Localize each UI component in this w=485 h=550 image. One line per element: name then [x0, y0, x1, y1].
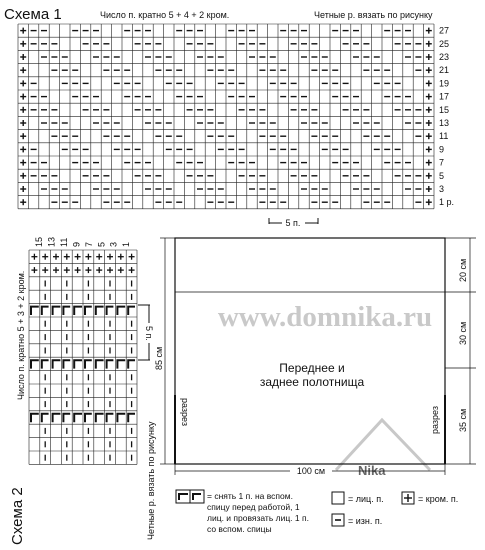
cable-stitch-symbol: [31, 307, 39, 315]
edge-stitch-symbol: [426, 67, 432, 73]
scheme2-col-label: 7: [83, 241, 94, 247]
cable-stitch-symbol: [53, 307, 61, 315]
scheme1-row-labels: [439, 26, 454, 208]
edge-stitch-symbol: [426, 120, 432, 126]
watermark-logo: [336, 420, 430, 478]
legend-knit-symbol: [332, 492, 344, 504]
edge-stitch-symbol: [118, 254, 124, 260]
scheme1-repeat-bracket: [269, 218, 318, 228]
edge-stitch-symbol: [107, 267, 113, 273]
scheme2-col-label: 9: [71, 241, 82, 247]
edge-stitch-symbol: [129, 254, 135, 260]
scheme2-col-label: 5: [96, 241, 107, 247]
edge-stitch-symbol: [31, 267, 37, 273]
scheme1-even-rows-note: Четные р. вязать по рисунку: [314, 10, 433, 20]
edge-stitch-symbol: [20, 80, 26, 86]
edge-stitch-symbol: [426, 186, 432, 192]
edge-stitch-symbol: [31, 254, 37, 260]
edge-stitch-symbol: [42, 254, 48, 260]
scheme1-row-label: 27: [439, 25, 450, 36]
edge-stitch-symbol: [107, 254, 113, 260]
scheme1-title: Схема 1: [4, 6, 62, 23]
cable-stitch-symbol: [96, 307, 104, 315]
scheme2-repeat-bracket: [138, 305, 154, 360]
edge-stitch-symbol: [426, 80, 432, 86]
edge-stitch-symbol: [426, 160, 432, 166]
pattern-piece-label-2: заднее полотнища: [259, 375, 365, 389]
scheme1-row-label: 1 р.: [439, 197, 455, 208]
scheme2-repeat-label: 5 п.: [144, 326, 154, 341]
edge-stitch-symbol: [20, 133, 26, 139]
scheme2-stitch-count: Число п. кратно 5 + 3 + 2 кром.: [16, 270, 26, 400]
edge-stitch-symbol: [85, 267, 91, 273]
scheme2-col-label: 1: [121, 241, 132, 247]
edge-stitch-symbol: [426, 173, 432, 179]
scheme1-row-label: 11: [439, 131, 449, 142]
edge-stitch-symbol: [20, 54, 26, 60]
cable-stitch-symbol: [31, 414, 39, 422]
cable-stitch-symbol: [53, 360, 61, 368]
edge-stitch-symbol: [426, 133, 432, 139]
scheme2-col-label: 11: [59, 237, 70, 247]
edge-stitch-symbol: [426, 107, 432, 113]
scheme1-row-label: 5: [439, 170, 445, 181]
edge-stitch-symbol: [20, 94, 26, 100]
scheme1-row-label: 15: [439, 104, 450, 115]
scheme2-col-label: 13: [46, 236, 57, 247]
edge-stitch-symbol: [20, 67, 26, 73]
cable-stitch-symbol: [53, 414, 61, 422]
legend-knit-text: = лиц. п.: [348, 494, 384, 504]
legend-cable-text: = снять 1 п. на вспом. спицу перед работой, 1 лиц. и провязать лиц. 1 п. со вспом. спицы: [207, 491, 309, 534]
scheme1-row-label: 23: [439, 52, 450, 62]
edge-stitch-symbol: [96, 267, 102, 273]
legend-purl-symbol: [332, 514, 344, 526]
legend-edge-symbol: [402, 492, 414, 504]
edge-stitch-symbol: [96, 254, 102, 260]
pattern-piece-label-1: Переднее и: [279, 361, 345, 375]
cable-stitch-symbol: [117, 307, 125, 315]
edge-stitch-symbol: [426, 54, 432, 60]
seg-top-label: 20 см: [458, 258, 468, 282]
scheme1-grid: [18, 24, 434, 209]
cable-stitch-symbol: [117, 414, 125, 422]
edge-stitch-symbol: [426, 199, 432, 205]
scheme1-row-label: 19: [439, 78, 450, 89]
cable-stitch-symbol: [74, 360, 82, 368]
edge-stitch-symbol: [75, 267, 81, 273]
edge-stitch-symbol: [426, 41, 432, 47]
slit-right-label: разрез: [430, 406, 440, 434]
scheme1-row-label: 21: [439, 65, 450, 76]
edge-stitch-symbol: [426, 146, 432, 152]
seg-middle-label: 30 см: [458, 321, 468, 345]
cable-stitch-symbol: [96, 360, 104, 368]
scheme2-even-rows-note: Четные р. вязать по рисунку: [146, 421, 156, 540]
edge-stitch-symbol: [75, 254, 81, 260]
legend-cable-symbol: [176, 490, 204, 503]
scheme1-row-label: 17: [439, 91, 450, 102]
cable-stitch-symbol: [117, 360, 125, 368]
scheme1-row-label: 25: [439, 38, 450, 49]
edge-stitch-symbol: [426, 28, 432, 34]
width-label: 100 см: [296, 466, 326, 476]
edge-stitch-symbol: [53, 267, 59, 273]
scheme2-col-labels: [34, 237, 131, 247]
slit-left-label: разрез: [180, 398, 190, 426]
cable-stitch-symbol: [31, 360, 39, 368]
scheme1-row-label: 7: [439, 157, 445, 168]
scheme1-stitch-count: Число п. кратно 5 + 4 + 2 кром.: [100, 10, 230, 20]
edge-stitch-symbol: [20, 173, 26, 179]
edge-stitch-symbol: [129, 267, 135, 273]
scheme2-col-label: 3: [108, 241, 119, 247]
edge-stitch-symbol: [20, 120, 26, 126]
scheme1-row-label: 13: [439, 118, 450, 128]
scheme2-col-label: 15: [34, 236, 45, 247]
scheme2-title: Схема 2: [9, 487, 26, 545]
edge-stitch-symbol: [85, 254, 91, 260]
cable-stitch-symbol: [96, 414, 104, 422]
svg-text:Nika: Nika: [358, 463, 386, 478]
edge-stitch-symbol: [64, 267, 70, 273]
edge-stitch-symbol: [426, 94, 432, 100]
seg-bottom-label: 35 см: [458, 408, 468, 432]
edge-stitch-symbol: [53, 254, 59, 260]
cable-stitch-symbol: [74, 414, 82, 422]
scheme1-repeat-label: 5 п.: [285, 218, 301, 228]
edge-stitch-symbol: [20, 107, 26, 113]
edge-stitch-symbol: [20, 199, 26, 205]
edge-stitch-symbol: [20, 146, 26, 152]
edge-stitch-symbol: [20, 186, 26, 192]
height-label: 85 см: [154, 346, 164, 370]
edge-stitch-symbol: [20, 28, 26, 34]
legend-purl-text: = изн. п.: [348, 516, 383, 526]
edge-stitch-symbol: [118, 267, 124, 273]
watermark-text: www.domnika.ru: [217, 301, 433, 333]
edge-stitch-symbol: [20, 160, 26, 166]
edge-stitch-symbol: [42, 267, 48, 273]
scheme1-row-label: 9: [439, 144, 445, 155]
scheme2-grid: [29, 250, 137, 464]
cable-stitch-symbol: [74, 307, 82, 315]
edge-stitch-symbol: [64, 254, 70, 260]
scheme1-row-label: 3: [439, 184, 445, 194]
legend-edge-text: = кром. п.: [418, 494, 459, 504]
pattern-piece: [160, 238, 476, 475]
edge-stitch-symbol: [20, 41, 26, 47]
